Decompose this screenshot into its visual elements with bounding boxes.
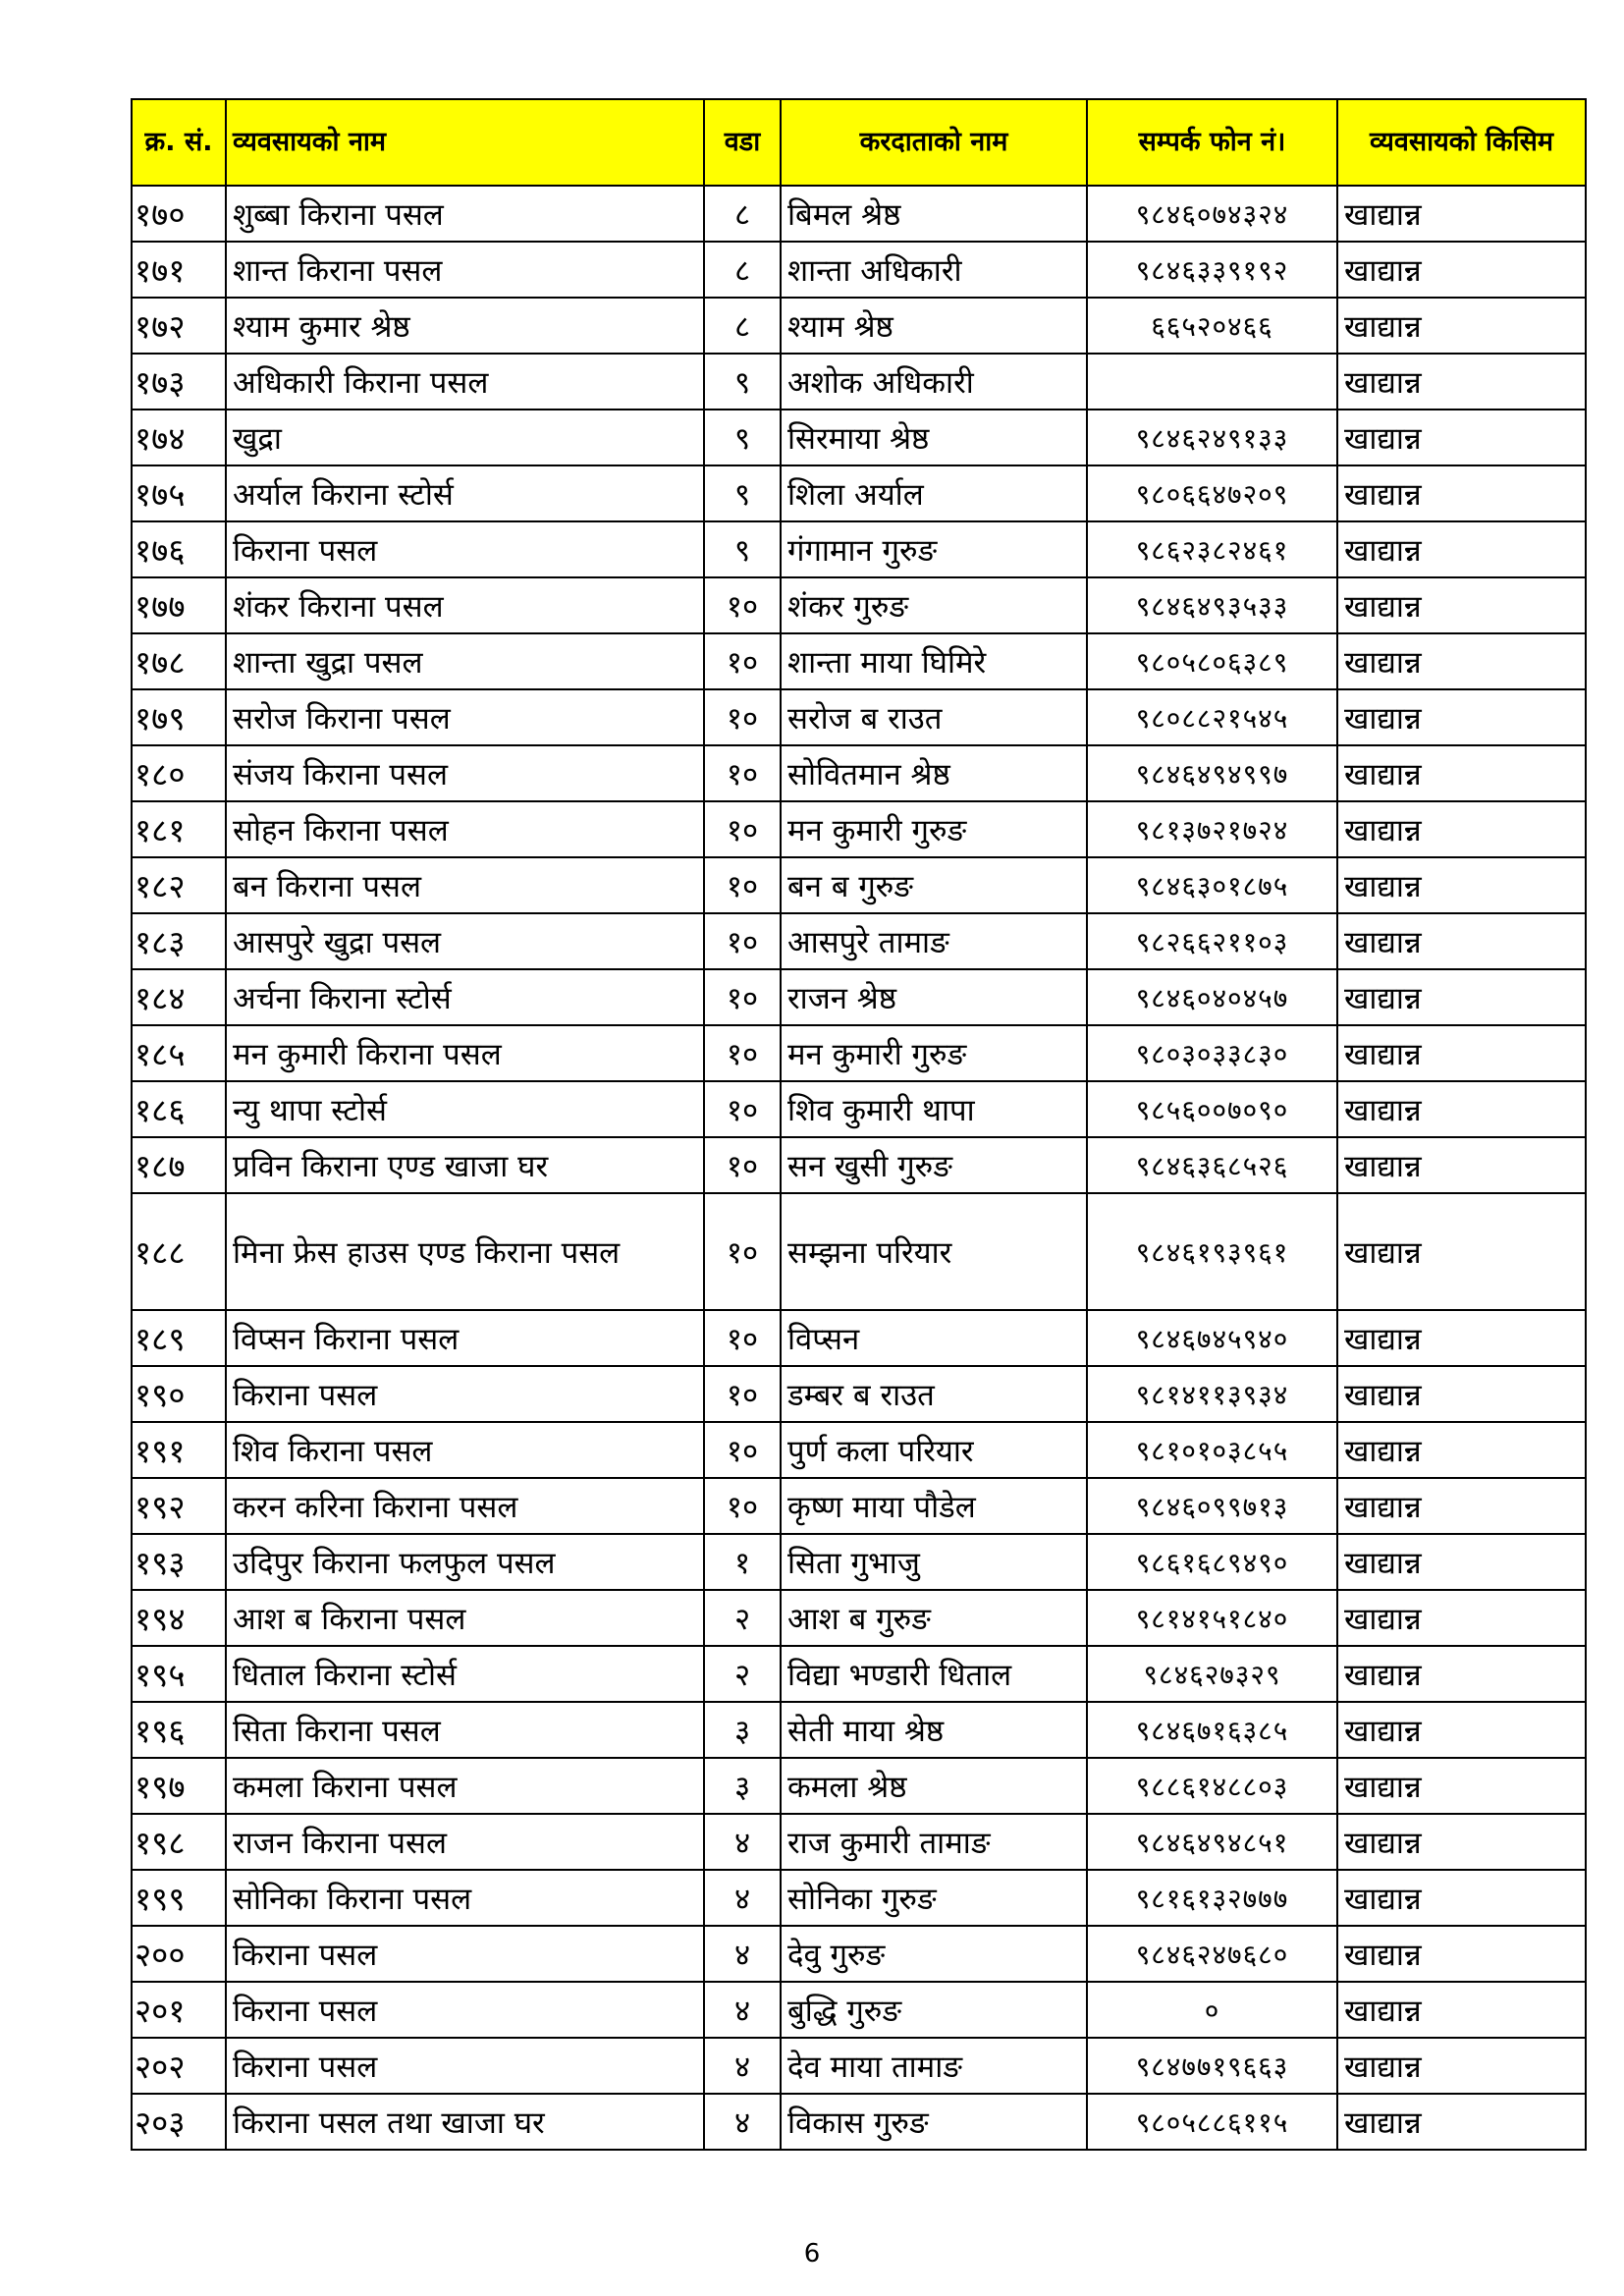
table-row: [132, 1982, 1586, 2038]
table-row: [132, 1870, 1586, 1926]
phone-cell: ९८४६२४७६८०: [1087, 1926, 1337, 1982]
ward-cell: १०: [704, 1478, 781, 1534]
business-name-cell: सरोज किराना पसल: [226, 689, 704, 745]
business-type-cell: खाद्यान्न: [1337, 298, 1586, 354]
business-name-cell: मन कुमारी किराना पसल: [226, 1025, 704, 1081]
business-name-cell: करन करिना किराना पसल: [226, 1478, 704, 1534]
serial-number-cell: १८३: [132, 913, 226, 969]
business-type-cell: खाद्यान्न: [1337, 1081, 1586, 1137]
serial-number-cell: १९५: [132, 1646, 226, 1702]
phone-cell: ९८४६४९३५३३: [1087, 577, 1337, 633]
business-type-cell: खाद्यान्न: [1337, 1702, 1586, 1758]
table-row: [132, 801, 1586, 857]
serial-number-cell: १९४: [132, 1590, 226, 1646]
business-type-cell: खाद्यान्न: [1337, 242, 1586, 298]
table-row: [132, 1310, 1586, 1366]
serial-number-cell: १७२: [132, 298, 226, 354]
taxpayer-name-cell: राजन श्रेष्ठ: [781, 969, 1087, 1025]
phone-cell: ९८४६७१६३८५: [1087, 1702, 1337, 1758]
table-row: [132, 410, 1586, 465]
business-name-cell: आश ब किराना पसल: [226, 1590, 704, 1646]
ward-cell: ९: [704, 521, 781, 577]
business-type-cell: खाद्यान्न: [1337, 689, 1586, 745]
taxpayer-name-cell: राज कुमारी तामाङ: [781, 1814, 1087, 1870]
serial-number-cell: १९६: [132, 1702, 226, 1758]
table-row: [132, 1478, 1586, 1534]
business-name-cell: विप्सन किराना पसल: [226, 1310, 704, 1366]
table-row: [132, 1590, 1586, 1646]
business-type-cell: खाद्यान्न: [1337, 1137, 1586, 1193]
taxpayer-name-cell: विकास गुरुङ: [781, 2094, 1087, 2150]
business-type-cell: खाद्यान्न: [1337, 1422, 1586, 1478]
business-type-cell: खाद्यान्न: [1337, 1193, 1586, 1310]
ward-cell: ९: [704, 465, 781, 521]
serial-number-cell: २०३: [132, 2094, 226, 2150]
phone-cell: [1087, 354, 1337, 410]
phone-cell: ९८०५८८६११५: [1087, 2094, 1337, 2150]
ward-cell: २: [704, 1590, 781, 1646]
business-type-cell: खाद्यान्न: [1337, 1025, 1586, 1081]
table-row: [132, 1025, 1586, 1081]
business-name-cell: शंकर किराना पसल: [226, 577, 704, 633]
business-type-cell: खाद्यान्न: [1337, 633, 1586, 689]
header-row: [132, 99, 1586, 186]
table-row: [132, 2094, 1586, 2150]
serial-number-cell: १७५: [132, 465, 226, 521]
serial-number-cell: १७८: [132, 633, 226, 689]
ward-cell: १०: [704, 1081, 781, 1137]
business-name-cell: मिना फ्रेस हाउस एण्ड किराना पसल: [226, 1193, 704, 1310]
table-row: [132, 354, 1586, 410]
ward-cell: ९: [704, 354, 781, 410]
header-ward: वडा: [704, 99, 781, 186]
taxpayer-name-cell: श्याम श्रेष्ठ: [781, 298, 1087, 354]
ward-cell: १०: [704, 1193, 781, 1310]
serial-number-cell: १९३: [132, 1534, 226, 1590]
taxpayer-name-cell: मन कुमारी गुरुङ: [781, 1025, 1087, 1081]
business-type-cell: खाद्यान्न: [1337, 1870, 1586, 1926]
phone-cell: ९८४६०७४३२४: [1087, 186, 1337, 242]
table-body: [132, 186, 1586, 2150]
business-type-cell: खाद्यान्न: [1337, 913, 1586, 969]
business-type-cell: खाद्यान्न: [1337, 1982, 1586, 2038]
serial-number-cell: १८१: [132, 801, 226, 857]
table-row: [132, 969, 1586, 1025]
taxpayer-name-cell: डम्बर ब राउत: [781, 1366, 1087, 1422]
serial-number-cell: १७६: [132, 521, 226, 577]
serial-number-cell: १८०: [132, 745, 226, 801]
taxpayer-name-cell: सन खुसी गुरुङ: [781, 1137, 1087, 1193]
table-row: [132, 1193, 1586, 1310]
business-type-cell: खाद्यान्न: [1337, 410, 1586, 465]
phone-cell: ९८०३०३३८३०: [1087, 1025, 1337, 1081]
table-row: [132, 689, 1586, 745]
serial-number-cell: १९७: [132, 1758, 226, 1814]
taxpayer-name-cell: शिला अर्याल: [781, 465, 1087, 521]
business-name-cell: राजन किराना पसल: [226, 1814, 704, 1870]
ward-cell: १: [704, 1534, 781, 1590]
phone-cell: ९८०८८२१५४५: [1087, 689, 1337, 745]
table-row: [132, 1422, 1586, 1478]
phone-cell: ९८४७७१९६६३: [1087, 2038, 1337, 2094]
business-type-cell: खाद्यान्न: [1337, 577, 1586, 633]
business-type-cell: खाद्यान्न: [1337, 186, 1586, 242]
business-type-cell: खाद्यान्न: [1337, 745, 1586, 801]
phone-cell: ९८८६१४८८०३: [1087, 1758, 1337, 1814]
taxpayer-name-cell: सिता गुभाजु: [781, 1534, 1087, 1590]
business-type-cell: खाद्यान्न: [1337, 1758, 1586, 1814]
business-type-cell: खाद्यान्न: [1337, 1478, 1586, 1534]
ward-cell: १०: [704, 1366, 781, 1422]
taxpayer-name-cell: बुद्धि गुरुङ: [781, 1982, 1087, 2038]
taxpayer-name-cell: सोवितमान श्रेष्ठ: [781, 745, 1087, 801]
phone-cell: ९८५६००७०९०: [1087, 1081, 1337, 1137]
ward-cell: १०: [704, 969, 781, 1025]
serial-number-cell: २०२: [132, 2038, 226, 2094]
serial-number-cell: १८९: [132, 1310, 226, 1366]
table-row: [132, 1534, 1586, 1590]
phone-cell: ९८४६१९३९६१: [1087, 1193, 1337, 1310]
table-row: [132, 1081, 1586, 1137]
business-name-cell: धिताल किराना स्टोर्स: [226, 1646, 704, 1702]
ward-cell: १०: [704, 857, 781, 913]
phone-cell: ९८४६२७३२९: [1087, 1646, 1337, 1702]
header-phone: सम्पर्क फोन नं।: [1087, 99, 1337, 186]
ward-cell: ८: [704, 242, 781, 298]
taxpayer-name-cell: आसपुरे तामाङ: [781, 913, 1087, 969]
table-row: [132, 1366, 1586, 1422]
page-number: 6: [803, 2239, 821, 2269]
phone-cell: ९८१४१५१८४०: [1087, 1590, 1337, 1646]
serial-number-cell: २००: [132, 1926, 226, 1982]
phone-cell: ९८४६७४५९४०: [1087, 1310, 1337, 1366]
table-row: [132, 1814, 1586, 1870]
table-row: [132, 465, 1586, 521]
serial-number-cell: १७४: [132, 410, 226, 465]
table-row: [132, 298, 1586, 354]
header-serial-number: क्र. सं.: [132, 99, 226, 186]
taxpayer-name-cell: कृष्ण माया पौडेल: [781, 1478, 1087, 1534]
phone-cell: ९८४६४९४८५१: [1087, 1814, 1337, 1870]
serial-number-cell: १८२: [132, 857, 226, 913]
business-name-cell: किराना पसल: [226, 2038, 704, 2094]
business-name-cell: सोहन किराना पसल: [226, 801, 704, 857]
taxpayer-name-cell: गंगामान गुरुङ: [781, 521, 1087, 577]
ward-cell: ९: [704, 410, 781, 465]
ward-cell: २: [704, 1646, 781, 1702]
taxpayer-name-cell: कमला श्रेष्ठ: [781, 1758, 1087, 1814]
taxpayer-name-cell: पुर्ण कला परियार: [781, 1422, 1087, 1478]
serial-number-cell: १८७: [132, 1137, 226, 1193]
ward-cell: ३: [704, 1702, 781, 1758]
serial-number-cell: १८८: [132, 1193, 226, 1310]
business-name-cell: खुद्रा: [226, 410, 704, 465]
ward-cell: ४: [704, 1926, 781, 1982]
serial-number-cell: १९१: [132, 1422, 226, 1478]
phone-cell: ९८४६४९४९९७: [1087, 745, 1337, 801]
business-name-cell: शान्त किराना पसल: [226, 242, 704, 298]
phone-cell: ९८०५८०६३८९: [1087, 633, 1337, 689]
phone-cell: ९८६१६८९४९०: [1087, 1534, 1337, 1590]
phone-cell: ९८१६१३२७७७: [1087, 1870, 1337, 1926]
business-name-cell: शिव किराना पसल: [226, 1422, 704, 1478]
taxpayer-name-cell: शिव कुमारी थापा: [781, 1081, 1087, 1137]
serial-number-cell: १९८: [132, 1814, 226, 1870]
table-row: [132, 745, 1586, 801]
business-type-cell: खाद्यान्न: [1337, 1646, 1586, 1702]
taxpayer-name-cell: बिमल श्रेष्ठ: [781, 186, 1087, 242]
table-row: [132, 1758, 1586, 1814]
table-row: [132, 1646, 1586, 1702]
phone-cell: ९८२६६२११०३: [1087, 913, 1337, 969]
taxpayer-name-cell: सम्झना परियार: [781, 1193, 1087, 1310]
business-type-cell: खाद्यान्न: [1337, 1310, 1586, 1366]
ward-cell: १०: [704, 745, 781, 801]
phone-cell: ९८१४११३९३४: [1087, 1366, 1337, 1422]
taxpayer-name-cell: शान्ता माया घिमिरे: [781, 633, 1087, 689]
table-row: [132, 1926, 1586, 1982]
business-type-cell: खाद्यान्न: [1337, 521, 1586, 577]
business-name-cell: प्रविन किराना एण्ड खाजा घर: [226, 1137, 704, 1193]
ward-cell: ४: [704, 2038, 781, 2094]
table-row: [132, 913, 1586, 969]
phone-cell: ९८४६३३९१९२: [1087, 242, 1337, 298]
business-name-cell: किराना पसल: [226, 1982, 704, 2038]
taxpayer-name-cell: अशोक अधिकारी: [781, 354, 1087, 410]
business-name-cell: उदिपुर किराना फलफुल पसल: [226, 1534, 704, 1590]
table-row: [132, 633, 1586, 689]
business-name-cell: शुब्बा किराना पसल: [226, 186, 704, 242]
serial-number-cell: १९२: [132, 1478, 226, 1534]
serial-number-cell: १८४: [132, 969, 226, 1025]
table-row: [132, 521, 1586, 577]
business-name-cell: आसपुरे खुद्रा पसल: [226, 913, 704, 969]
serial-number-cell: १७१: [132, 242, 226, 298]
business-name-cell: किराना पसल: [226, 1366, 704, 1422]
phone-cell: ९८०६६४७२०९: [1087, 465, 1337, 521]
business-name-cell: किराना पसल: [226, 1926, 704, 1982]
ward-cell: १०: [704, 913, 781, 969]
serial-number-cell: १९९: [132, 1870, 226, 1926]
header-business-type: व्यवसायको किसिम: [1337, 99, 1586, 186]
business-name-cell: बन किराना पसल: [226, 857, 704, 913]
phone-cell: ०: [1087, 1982, 1337, 2038]
table-row: [132, 577, 1586, 633]
ward-cell: ८: [704, 298, 781, 354]
taxpayer-name-cell: मन कुमारी गुरुङ: [781, 801, 1087, 857]
ward-cell: १०: [704, 1310, 781, 1366]
ward-cell: ३: [704, 1758, 781, 1814]
business-name-cell: अधिकारी किराना पसल: [226, 354, 704, 410]
taxpayer-name-cell: सोनिका गुरुङ: [781, 1870, 1087, 1926]
business-name-cell: किराना पसल: [226, 521, 704, 577]
business-type-cell: खाद्यान्न: [1337, 1590, 1586, 1646]
business-name-cell: शान्ता खुद्रा पसल: [226, 633, 704, 689]
business-type-cell: खाद्यान्न: [1337, 1926, 1586, 1982]
business-name-cell: किराना पसल तथा खाजा घर: [226, 2094, 704, 2150]
table-row: [132, 857, 1586, 913]
business-name-cell: कमला किराना पसल: [226, 1758, 704, 1814]
business-name-cell: सिता किराना पसल: [226, 1702, 704, 1758]
business-name-cell: अर्चना किराना स्टोर्स: [226, 969, 704, 1025]
phone-cell: ९८६२३८२४६१: [1087, 521, 1337, 577]
ward-cell: ४: [704, 1814, 781, 1870]
taxpayer-name-cell: बन ब गुरुङ: [781, 857, 1087, 913]
business-type-cell: खाद्यान्न: [1337, 1366, 1586, 1422]
business-name-cell: सोनिका किराना पसल: [226, 1870, 704, 1926]
taxpayer-name-cell: देव माया तामाङ: [781, 2038, 1087, 2094]
phone-cell: ९८१३७२१७२४: [1087, 801, 1337, 857]
ward-cell: ४: [704, 2094, 781, 2150]
ward-cell: १०: [704, 801, 781, 857]
taxpayer-name-cell: सरोज ब राउत: [781, 689, 1087, 745]
taxpayer-name-cell: सेती माया श्रेष्ठ: [781, 1702, 1087, 1758]
ward-cell: ८: [704, 186, 781, 242]
serial-number-cell: १७३: [132, 354, 226, 410]
ward-cell: १०: [704, 1025, 781, 1081]
table-row: [132, 1137, 1586, 1193]
phone-cell: ९८१०१०३८५५: [1087, 1422, 1337, 1478]
taxpayer-name-cell: आश ब गुरुङ: [781, 1590, 1087, 1646]
phone-cell: ९८४६०९९७१३: [1087, 1478, 1337, 1534]
business-type-cell: खाद्यान्न: [1337, 857, 1586, 913]
business-register-table: [131, 98, 1587, 2151]
table-row: [132, 2038, 1586, 2094]
serial-number-cell: १७९: [132, 689, 226, 745]
business-type-cell: खाद्यान्न: [1337, 801, 1586, 857]
business-type-cell: खाद्यान्न: [1337, 2094, 1586, 2150]
serial-number-cell: १७०: [132, 186, 226, 242]
table-row: [132, 242, 1586, 298]
business-name-cell: संजय किराना पसल: [226, 745, 704, 801]
ward-cell: १०: [704, 1137, 781, 1193]
phone-cell: ९८४६०४०४५७: [1087, 969, 1337, 1025]
serial-number-cell: १८५: [132, 1025, 226, 1081]
phone-cell: ९८४६३६८५२६: [1087, 1137, 1337, 1193]
header-taxpayer-name: करदाताको नाम: [781, 99, 1087, 186]
business-name-cell: अर्याल किराना स्टोर्स: [226, 465, 704, 521]
business-name-cell: श्याम कुमार श्रेष्ठ: [226, 298, 704, 354]
serial-number-cell: १९०: [132, 1366, 226, 1422]
taxpayer-name-cell: देवु गुरुङ: [781, 1926, 1087, 1982]
ward-cell: १०: [704, 577, 781, 633]
phone-cell: ६६५२०४६६: [1087, 298, 1337, 354]
header-business-name: व्यवसायको नाम: [226, 99, 704, 186]
taxpayer-name-cell: शंकर गुरुङ: [781, 577, 1087, 633]
business-type-cell: खाद्यान्न: [1337, 354, 1586, 410]
ward-cell: ४: [704, 1982, 781, 2038]
ward-cell: ४: [704, 1870, 781, 1926]
business-type-cell: खाद्यान्न: [1337, 969, 1586, 1025]
phone-cell: ९८४६३०१८७५: [1087, 857, 1337, 913]
business-type-cell: खाद्यान्न: [1337, 1814, 1586, 1870]
serial-number-cell: २०१: [132, 1982, 226, 2038]
table-row: [132, 1702, 1586, 1758]
ward-cell: १०: [704, 689, 781, 745]
serial-number-cell: १८६: [132, 1081, 226, 1137]
taxpayer-name-cell: विप्सन: [781, 1310, 1087, 1366]
phone-cell: ९८४६२४९१३३: [1087, 410, 1337, 465]
table-row: [132, 186, 1586, 242]
business-type-cell: खाद्यान्न: [1337, 465, 1586, 521]
taxpayer-name-cell: शान्ता अधिकारी: [781, 242, 1087, 298]
ward-cell: १०: [704, 633, 781, 689]
ward-cell: १०: [704, 1422, 781, 1478]
taxpayer-name-cell: विद्या भण्डारी धिताल: [781, 1646, 1087, 1702]
business-type-cell: खाद्यान्न: [1337, 2038, 1586, 2094]
business-name-cell: न्यु थापा स्टोर्स: [226, 1081, 704, 1137]
taxpayer-name-cell: सिरमाया श्रेष्ठ: [781, 410, 1087, 465]
business-type-cell: खाद्यान्न: [1337, 1534, 1586, 1590]
serial-number-cell: १७७: [132, 577, 226, 633]
